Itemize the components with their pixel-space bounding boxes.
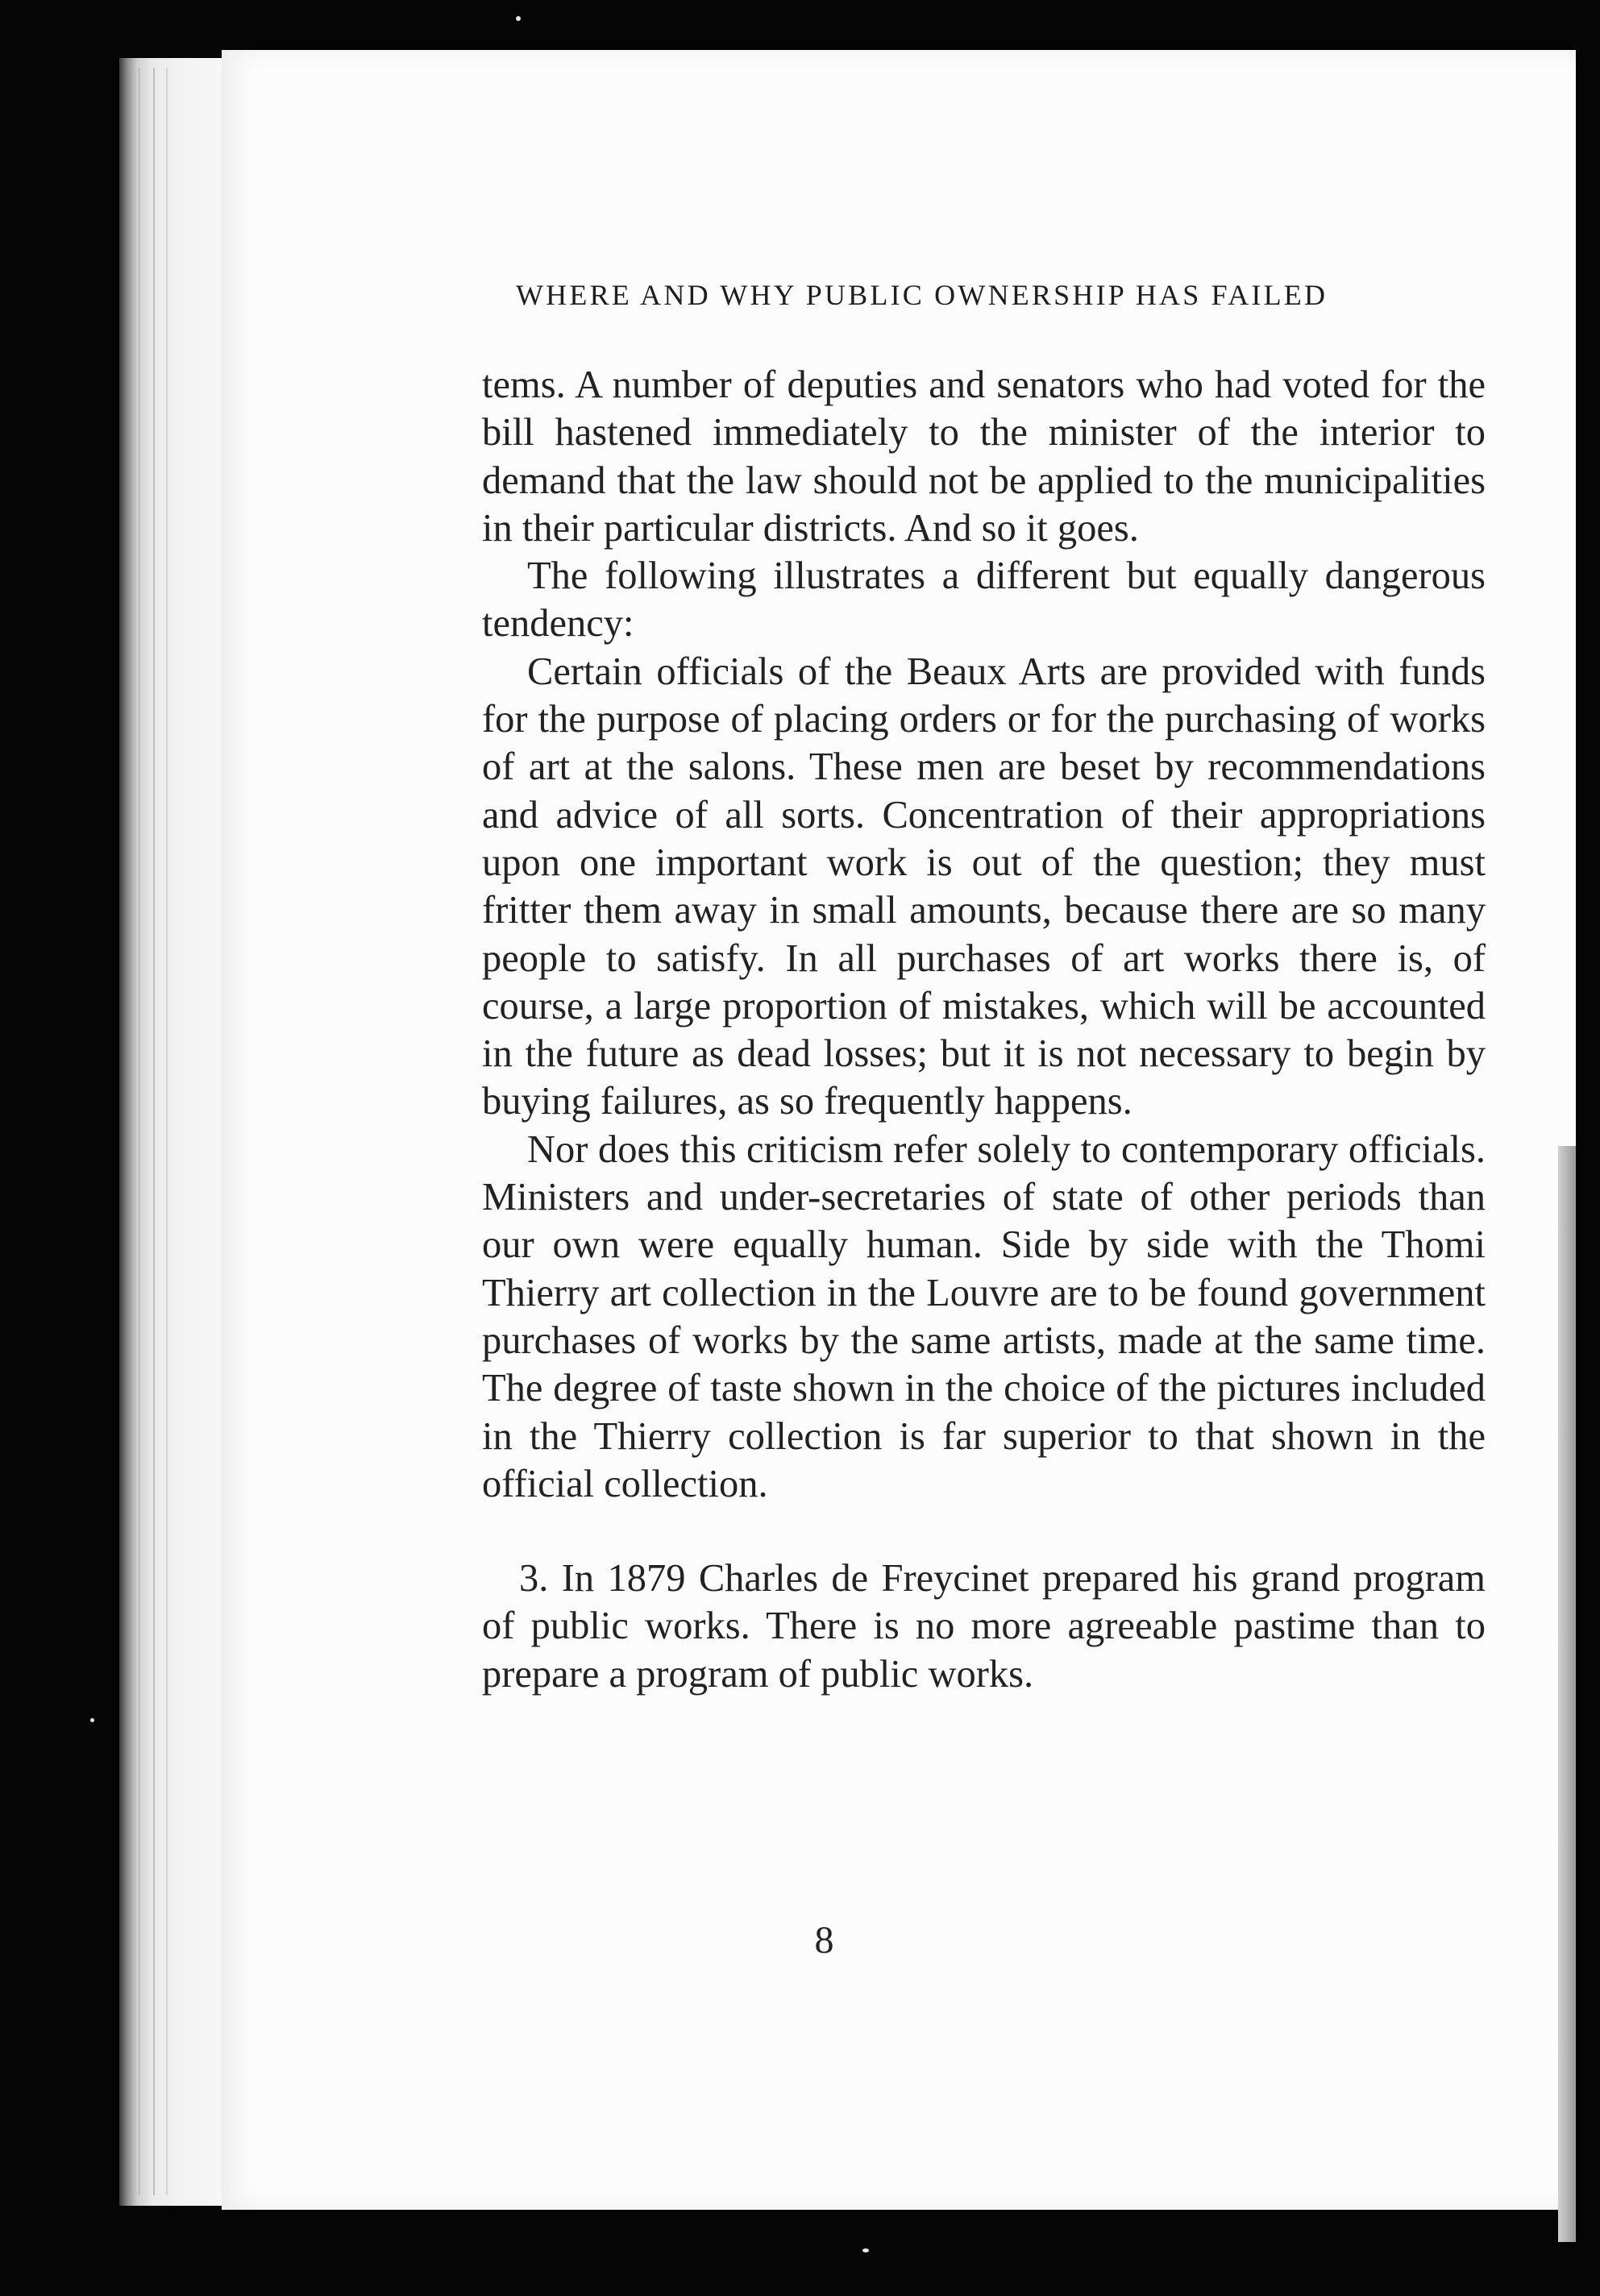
paragraph-continuation: tems. A number of deputies and senators who had voted for the bill hastened immediately to the minister of the interior to demand that the law should not be applied to the municipalities in their particular districts. And so it goes. bbox=[482, 363, 1486, 550]
dust-speck bbox=[862, 2248, 869, 2252]
page-edge-line bbox=[166, 68, 168, 2195]
dust-speck bbox=[90, 1718, 94, 1722]
page-number: 8 bbox=[814, 1919, 834, 1962]
section-paragraph: 3. In 1879 Charles de Freycinet prepared his grand program of public works. There is no more agreeable pastime than to prepare a program of public works. bbox=[482, 1557, 1486, 1696]
paragraph: The following illustrates a different but equally dangerous tendency: bbox=[482, 554, 1486, 646]
page-edge-line bbox=[139, 68, 140, 2195]
page-edge-line bbox=[153, 68, 155, 2195]
paragraph: Nor does this criticism refer solely to contemporary officials. Ministers and under-secretaries of state of other periods than our own were equally human. Side by side with the Thomi Thierry art collection in the Louvre are to be found government purchases of works by the same artists, made at the same time. The degree of taste shown in the choice of the pictures included in the Thierry collection is far superior to that shown in the official collection. bbox=[482, 1127, 1486, 1505]
book-page-edges bbox=[119, 58, 236, 2206]
running-head: WHERE AND WHY PUBLIC OWNERSHIP HAS FAILED bbox=[516, 279, 1328, 311]
page-right-edge-shadow bbox=[1558, 1146, 1576, 2242]
dust-speck bbox=[516, 16, 521, 21]
body-text bbox=[482, 361, 1486, 1698]
paragraph: Certain officials of the Beaux Arts are provided with funds for the purpose of placing orders or for the purchasing of works of art at the salons. These men are beset by recommendations and advice of all sorts. Concentration of their appropriations upon one important work is out of the question; they must fritter them away in small amounts, because there are so many people to satisfy. In all purchases of art works there is, of course, a large proportion of mistakes, which will be accounted in the future as dead losses; but it is not necessary to begin by buying failures, as so frequently happens. bbox=[482, 650, 1486, 1123]
